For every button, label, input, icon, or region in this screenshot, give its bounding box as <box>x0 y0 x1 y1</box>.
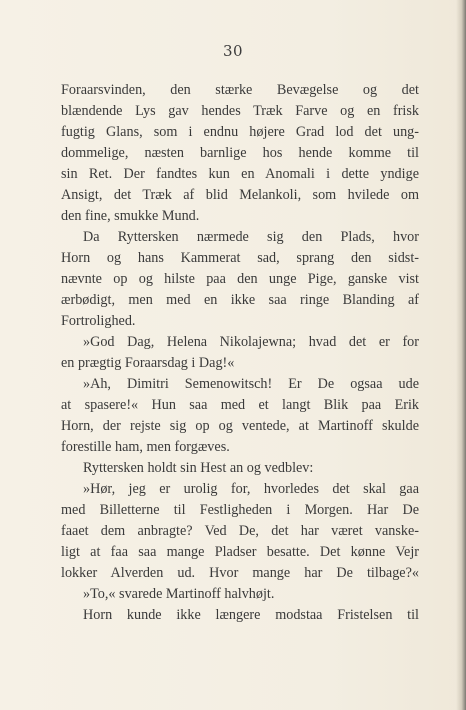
text-line: Ansigt, det Træk af blid Melankoli, som hvilede om <box>61 187 419 203</box>
text-line: faaet dem anbragte? Ved De, det har været vanske- <box>61 523 419 539</box>
text-line: ligt at faa saa mange Pladser besatte. Det kønne Vejr <box>61 544 419 560</box>
text-line: forestille ham, men forgæves. <box>61 439 230 455</box>
text-line: blændende Lys gav hendes Træk Farve og en frisk <box>61 103 419 119</box>
text-line: fugtig Glans, som i endnu højere Grad lod det ung- <box>61 124 419 140</box>
body-text <box>61 80 419 626</box>
text-line: Horn og hans Kammerat sad, sprang den sidst- <box>61 250 419 266</box>
text-line: »God Dag, Helena Nikolajewna; hvad det er for <box>83 334 419 350</box>
text-line: »Ah, Dimitri Semenowitsch! Er De ogsaa ude <box>83 376 419 392</box>
text-line: Horn, der rejste sig op og ventede, at Martinoff skulde <box>61 418 419 434</box>
page-number: 30 <box>222 42 244 60</box>
text-line: nævnte op og hilste paa den unge Pige, ganske vist <box>61 271 419 287</box>
text-line: Da Ryttersken nærmede sig den Plads, hvor <box>83 229 419 245</box>
text-line: dommelige, næsten barnlige hos hende komme til <box>61 145 419 161</box>
text-line: Foraarsvinden, den stærke Bevægelse og det <box>61 82 419 98</box>
text-line: at spasere!« Hun saa med et langt Blik paa Erik <box>61 397 419 413</box>
text-line: »Hør, jeg er urolig for, hvorledes det skal gaa <box>83 481 419 497</box>
text-line: en prægtig Foraarsdag i Dag!« <box>61 355 235 371</box>
text-line: Horn kunde ikke længere modstaa Fristelsen til <box>83 607 419 623</box>
text-line: lokker Alverden ud. Hvor mange har De tilbage?« <box>61 565 419 581</box>
text-line: den fine, smukke Mund. <box>61 208 200 224</box>
text-line: ærbødigt, men med en ikke saa ringe Blanding af <box>61 292 419 308</box>
page-edge-shadow <box>456 0 466 710</box>
text-line: »To,« svarede Martinoff halvhøjt. <box>83 586 275 602</box>
text-line: Fortrolighed. <box>61 313 136 329</box>
text-line: med Billetterne til Festligheden i Morgen. Har De <box>61 502 419 518</box>
text-line: Ryttersken holdt sin Hest an og vedblev: <box>83 460 314 476</box>
text-line: sin Ret. Der fandtes kun en Anomali i dette yndige <box>61 166 419 182</box>
